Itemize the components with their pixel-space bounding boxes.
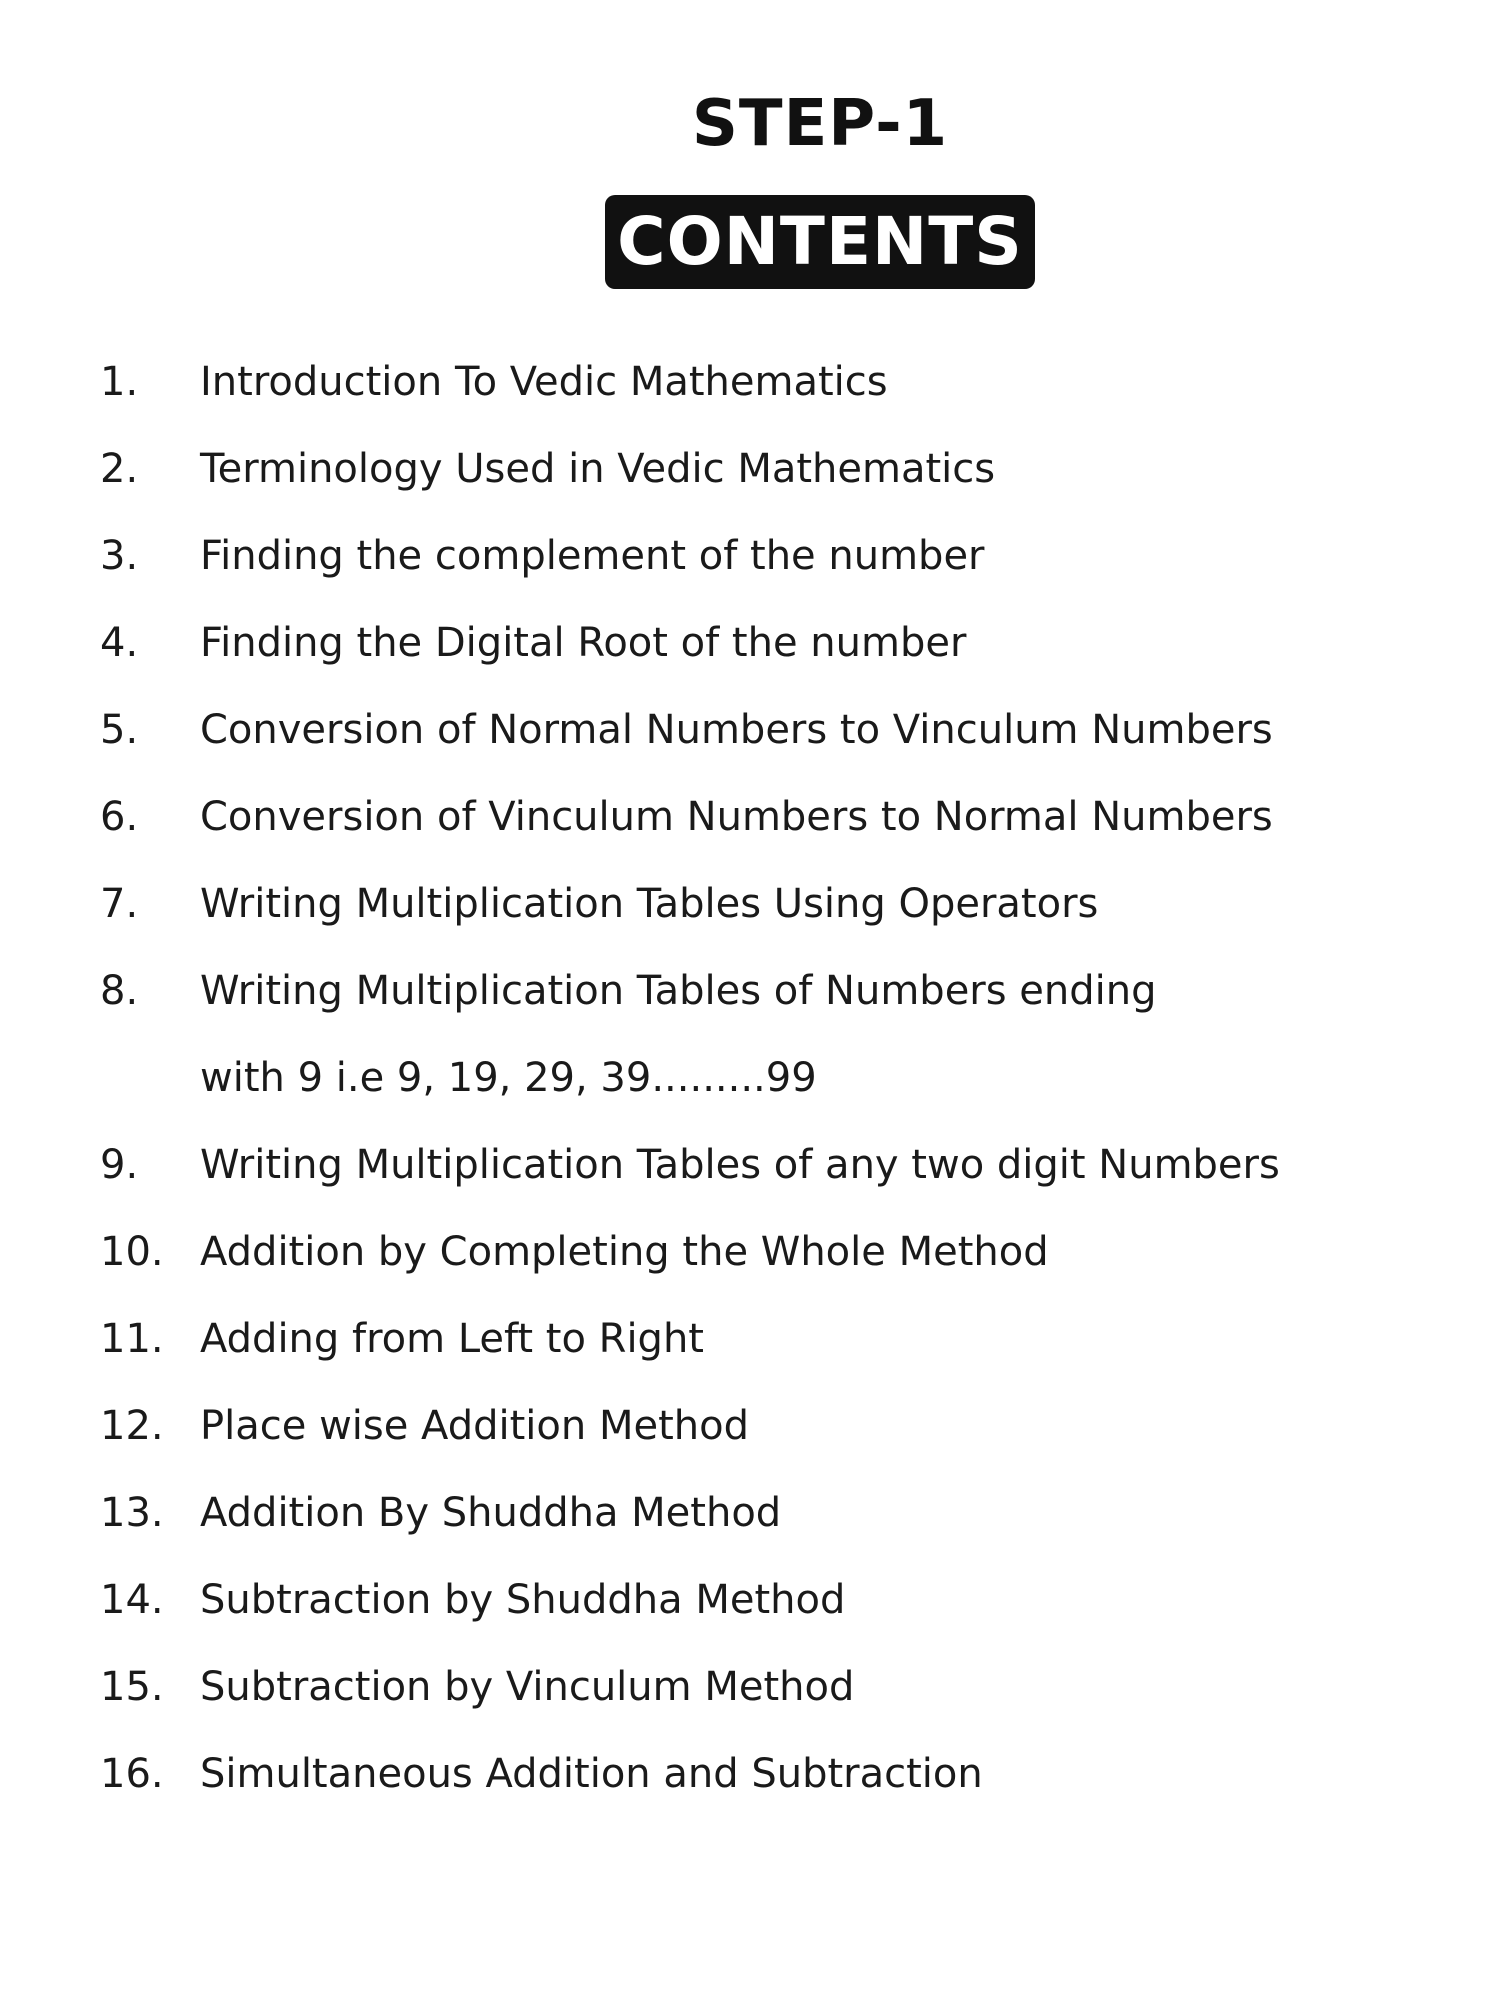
toc-item-number: 2. (100, 446, 139, 492)
step-title: STEP-1 (691, 87, 949, 161)
toc-item-title: Finding the Digital Root of the number (200, 620, 967, 666)
toc-item-number: 16. (100, 1751, 164, 1797)
toc-item-title: Writing Multiplication Tables Using Operators (200, 881, 1099, 927)
toc-item-number: 7. (100, 881, 139, 927)
toc-item-number: 15. (100, 1664, 164, 1710)
toc-item-title: Simultaneous Addition and Subtraction (200, 1751, 983, 1797)
toc-item-8-continuation: with 9 i.e 9, 19, 29, 39.........99 (200, 1055, 817, 1101)
toc-item-title: Subtraction by Vinculum Method (200, 1664, 855, 1710)
toc-item-number: 12. (100, 1403, 164, 1449)
toc-item-number: 5. (100, 707, 139, 753)
toc-item-title: Place wise Addition Method (200, 1403, 749, 1449)
toc-item-title: Terminology Used in Vedic Mathematics (200, 446, 996, 492)
toc-item-title: Adding from Left to Right (200, 1316, 704, 1362)
toc-item-number: 14. (100, 1577, 164, 1623)
toc-item-title: Addition by Completing the Whole Method (200, 1229, 1049, 1275)
toc-item-title: Addition By Shuddha Method (200, 1490, 782, 1536)
toc-item-title: Writing Multiplication Tables of any two digit Numbers (200, 1142, 1280, 1188)
toc-item-number: 1. (100, 359, 139, 405)
toc-item-title: Writing Multiplication Tables of Numbers ending (200, 968, 1157, 1014)
toc-item-number: 11. (100, 1316, 164, 1362)
contents-label: CONTENTS (617, 203, 1023, 280)
toc-item-number: 4. (100, 620, 139, 666)
toc-item-title: Conversion of Normal Numbers to Vinculum Numbers (200, 707, 1273, 753)
toc-item-number: 10. (100, 1229, 164, 1275)
toc-item-number: 8. (100, 968, 139, 1014)
toc-item-number: 9. (100, 1142, 139, 1188)
toc-item-number: 6. (100, 794, 139, 840)
toc-item-title: Finding the complement of the number (200, 533, 985, 579)
toc-item-title: Conversion of Vinculum Numbers to Normal Numbers (200, 794, 1273, 840)
toc-item-number: 3. (100, 533, 139, 579)
toc-item-number: 13. (100, 1490, 164, 1536)
toc-item-title: Subtraction by Shuddha Method (200, 1577, 846, 1623)
toc-item-title: Introduction To Vedic Mathematics (200, 359, 888, 405)
